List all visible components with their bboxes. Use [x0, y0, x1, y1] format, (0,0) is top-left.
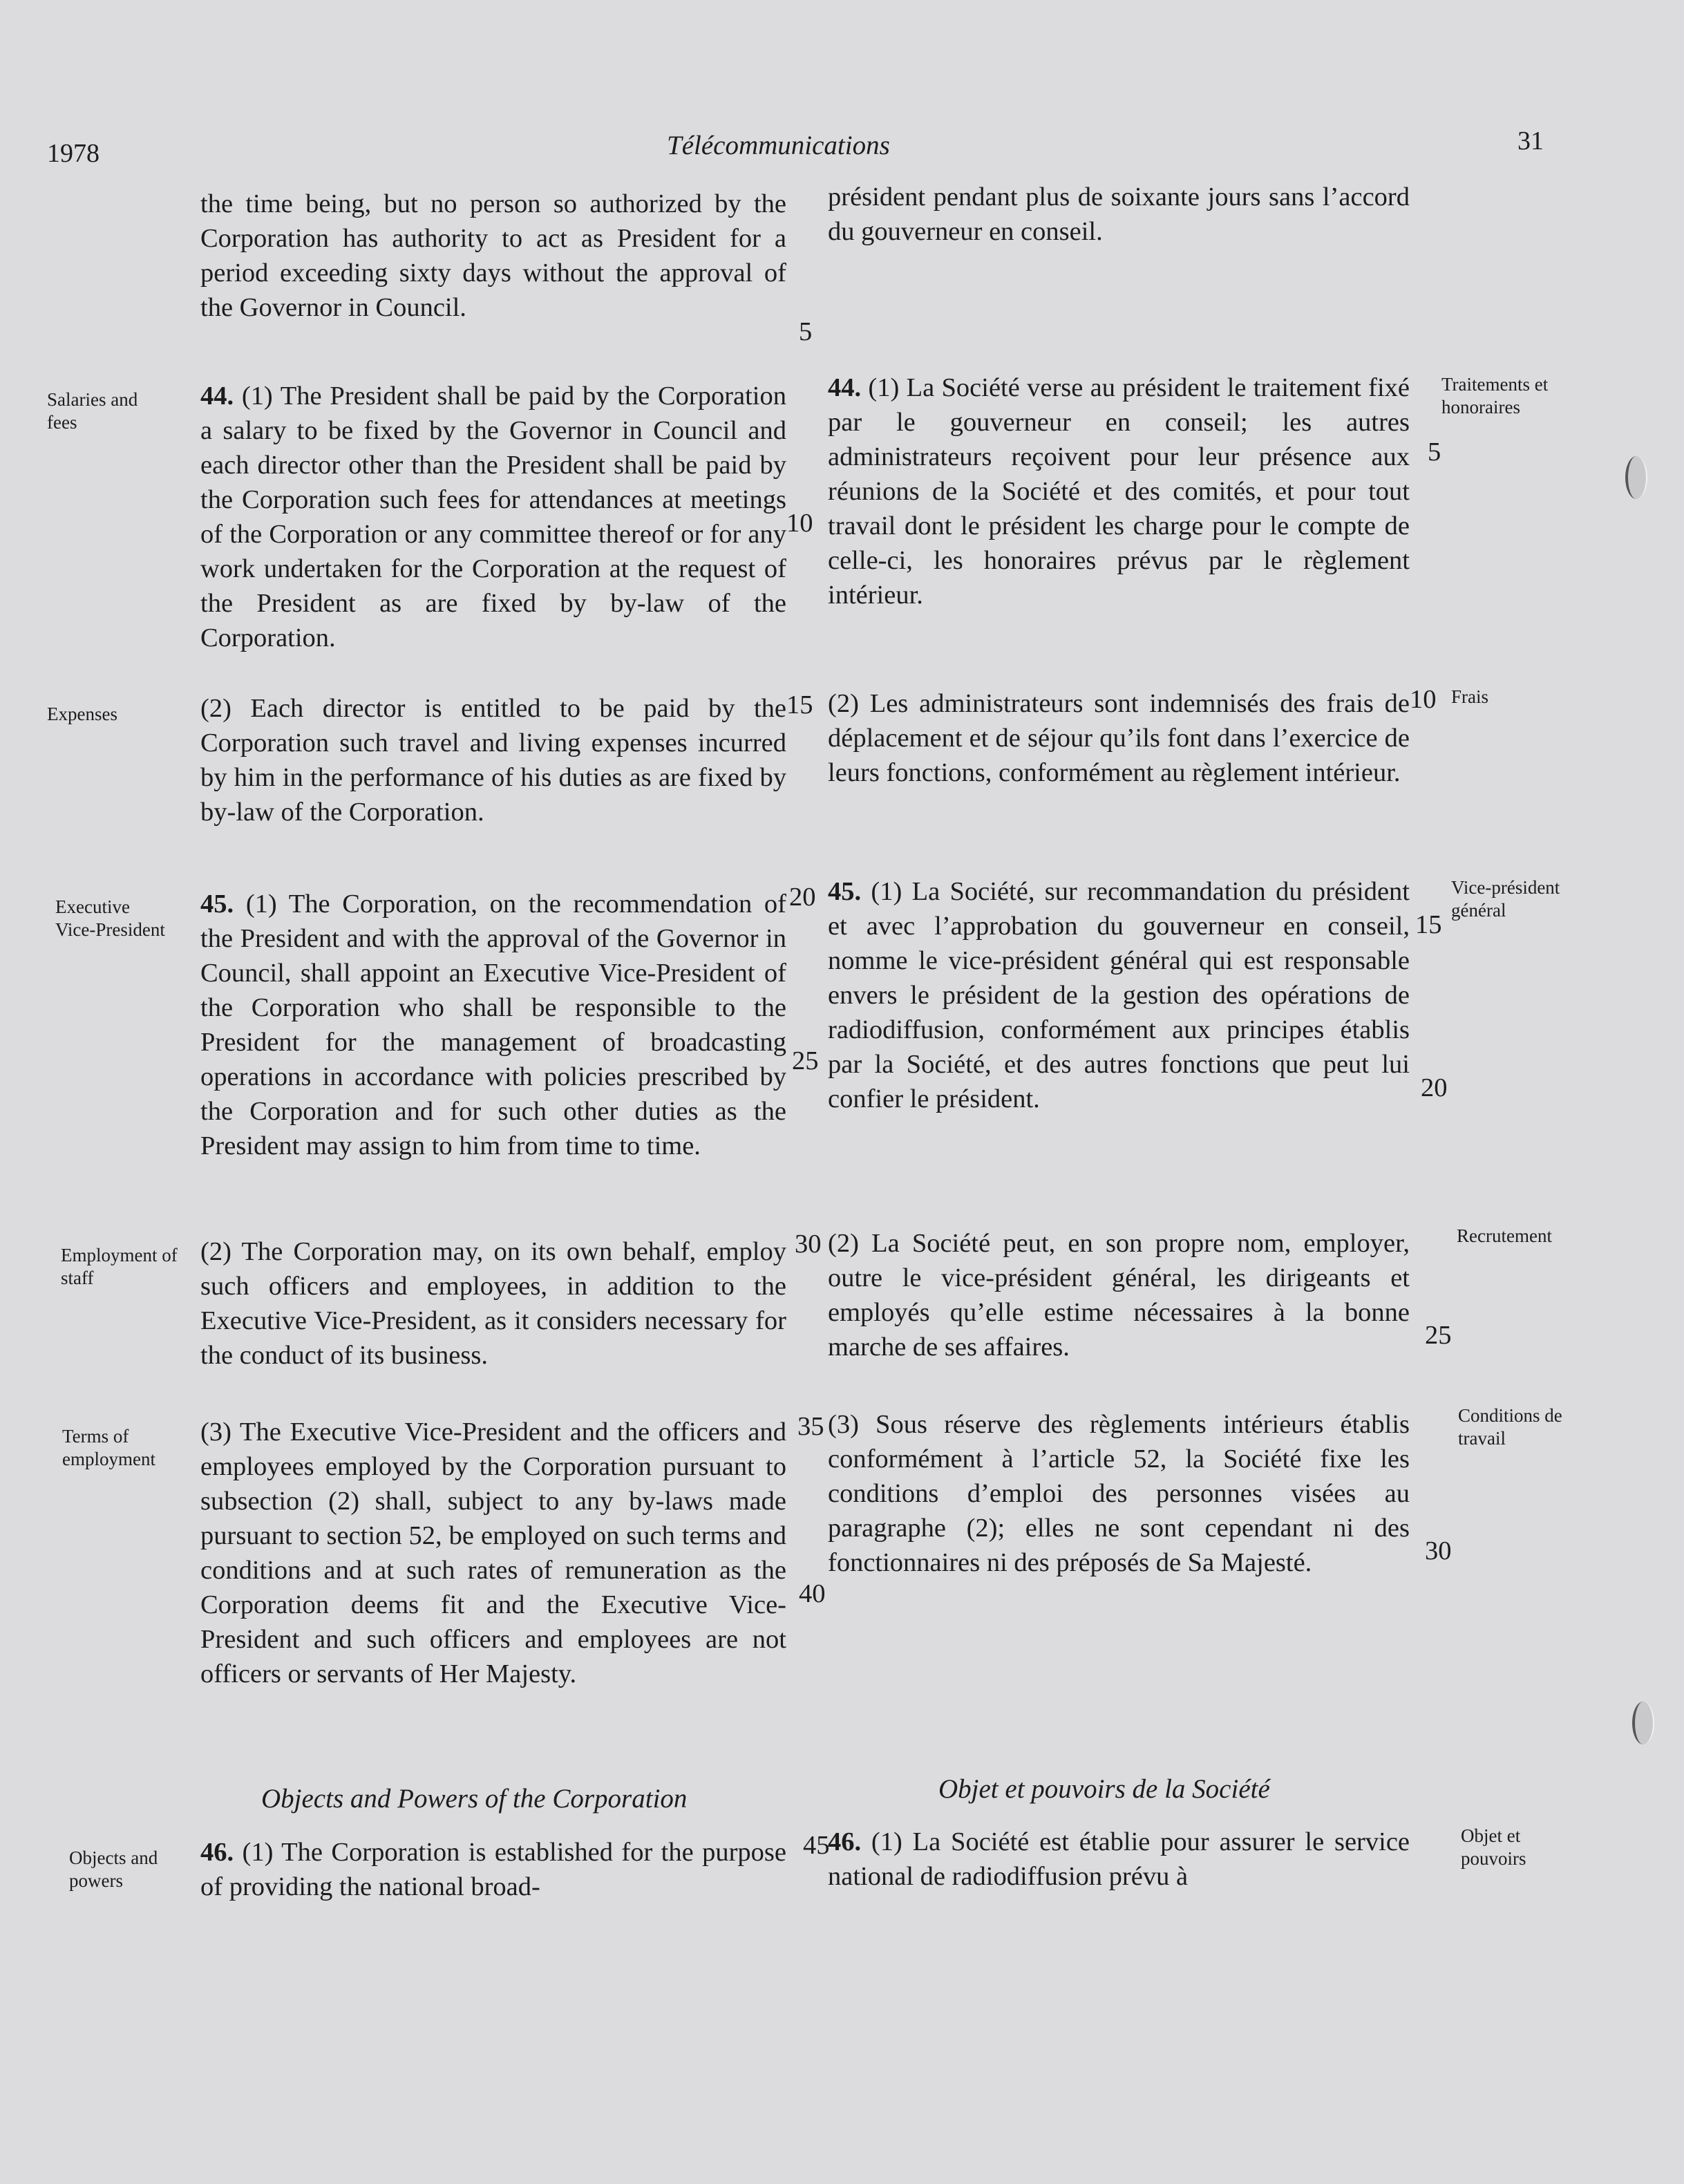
french-section-45-3: (3) Sous réserve des règlements intérieurs établis conformément à l’article 52, la Société fixe les conditions d’emploi des personnes visées au paragraphe (2); elles ne sont cependant ni des fonctionnaires ni des préposés de Sa Majesté.: [828, 1410, 1410, 1577]
margin-note-recrutement: Recrutement: [1457, 1225, 1552, 1246]
line-number: 25: [1425, 1321, 1452, 1350]
binder-hole: [1625, 456, 1647, 499]
line-number: 40: [799, 1579, 826, 1608]
french-heading: Objet et pouvoirs de la Société: [938, 1774, 1270, 1804]
section-number: 45.: [200, 889, 234, 919]
english-section-46-1: [200, 1835, 786, 1904]
line-number: 25: [792, 1046, 819, 1075]
margin-note-expenses: Expenses: [47, 704, 117, 724]
english-paragraph-continued: the time being, but no person so authorized by the Corporation has authority to act as President for a period exceeding sixty days without the approval of the Governor in Council.: [200, 189, 786, 322]
margin-note-vp: Vice-président général: [1451, 877, 1560, 921]
running-title: Télécommunications: [667, 131, 890, 160]
line-number: 20: [1421, 1073, 1448, 1102]
section-number: 46.: [200, 1838, 234, 1867]
section-number: 46.: [828, 1827, 862, 1856]
margin-note-salaries: Salaries and fees: [47, 389, 138, 433]
margin-note-objet: Objet et pouvoirs: [1461, 1825, 1526, 1869]
section-text: (1) The Corporation is established for the purpose of providing the national broad-: [200, 1838, 786, 1901]
line-number: 5: [799, 317, 813, 346]
margin-note-traitements: Traitements et honoraires: [1441, 374, 1549, 417]
binder-hole: [1632, 1702, 1654, 1744]
margin-note-conditions: Conditions de travail: [1458, 1405, 1562, 1449]
section-text: (1) The Corporation, on the recommendation of the President and with the approval of the Governor in Council, shall appoint an Executive Vice-President of the Corporation who shall be responsible to the President for the management of broadcasting operations in accordance with policies prescribed by the Corporation and for such other duties as the President may assign to him from time to time.: [200, 889, 786, 1160]
line-number: 15: [786, 690, 813, 719]
english-section-45-1: [200, 887, 786, 1163]
french-section-45-1: [828, 874, 1410, 1116]
section-number: 44.: [828, 373, 862, 402]
line-number: 10: [786, 509, 813, 538]
section-text: (1) La Société verse au président le traitement fixé par le gouverneur en conseil; les autres administrateurs reçoivent pour leur présence aux réunions de la Société et des comités, et pour tout travail dont le président les charge pour le compte de celle-ci, les honoraires prévus par le règlement intérieur.: [828, 373, 1410, 610]
line-number: 35: [797, 1412, 824, 1441]
french-section-44-2: (2) Les administrateurs sont indemnisés des frais de déplacement et de séjour qu’ils font dans l’exercice de leurs fonctions, conformément au règlement intérieur.: [828, 689, 1410, 787]
margin-note-terms: Terms of employment: [62, 1426, 155, 1469]
line-number: 20: [789, 883, 816, 912]
line-number: 30: [795, 1230, 822, 1259]
margin-note-objects: Objects and powers: [69, 1847, 158, 1891]
line-number: 10: [1410, 685, 1437, 714]
margin-note-employment: Employment of staff: [61, 1245, 178, 1288]
section-text: (1) The President shall be paid by the Corporation a salary to be fixed by the Governor in Council and each director other than the President shall be paid by the Corporation such fees for attendances at meetings of the Corporation or any committee thereof or for any work undertaken for the Corporation at the request of the President as are fixed by by-law of the Corporation.: [200, 382, 786, 652]
english-section-45-2: (2) The Corporation may, on its own behalf, employ such officers and employees, in addition to the Executive Vice-President, as it considers necessary for the conduct of its business.: [200, 1237, 786, 1370]
french-section-44-1: [828, 370, 1410, 612]
section-text: (1) La Société, sur recommandation du président et avec l’approbation du gouverneur en conseil, nomme le vice-président général qui est responsable envers le président de la gestion des opérations de radiodiffusion, conformément aux principes établis par la Société, et des autres fonctions que peut lui confier le président.: [828, 877, 1410, 1113]
line-number: 30: [1425, 1536, 1452, 1565]
section-number: 44.: [200, 382, 234, 411]
english-heading: Objects and Powers of the Corporation: [261, 1784, 688, 1814]
page-number: 31: [1517, 126, 1544, 156]
line-number: 5: [1428, 437, 1441, 467]
running-year: 1978: [47, 139, 100, 168]
margin-note-frais: Frais: [1451, 686, 1488, 707]
french-section-45-2: (2) La Société peut, en son propre nom, employer, outre le vice-président général, les dirigeants et employés qu’elle estime nécessaires à la bonne marche de ses affaires.: [828, 1229, 1410, 1362]
french-section-46-1: [828, 1825, 1410, 1894]
line-number: 15: [1415, 910, 1442, 939]
english-section-45-3: (3) The Executive Vice-President and the officers and employees employed by the Corporation pursuant to subsection (2) shall, subject to any by-laws made pursuant to section 52, be employed on such terms and conditions and at such rates of remuneration as the Corporation deems fit and the Executive Vice-President and such officers and employees are not officers or servants of Her Majesty.: [200, 1418, 786, 1688]
section-text: (1) La Société est établie pour assurer le service national de radiodiffusion prévu à: [828, 1827, 1410, 1891]
english-section-44-1: [200, 379, 786, 655]
english-section-44-2: (2) Each director is entitled to be paid by the Corporation such travel and living expenses incurred by him in the performance of his duties as are fixed by by-law of the Corporation.: [200, 694, 786, 827]
french-paragraph-continued: président pendant plus de soixante jours sans l’accord du gouverneur en conseil.: [828, 182, 1410, 246]
section-number: 45.: [828, 877, 862, 906]
margin-note-evp: Executive Vice-President: [55, 896, 165, 940]
line-number: 45: [803, 1831, 830, 1860]
